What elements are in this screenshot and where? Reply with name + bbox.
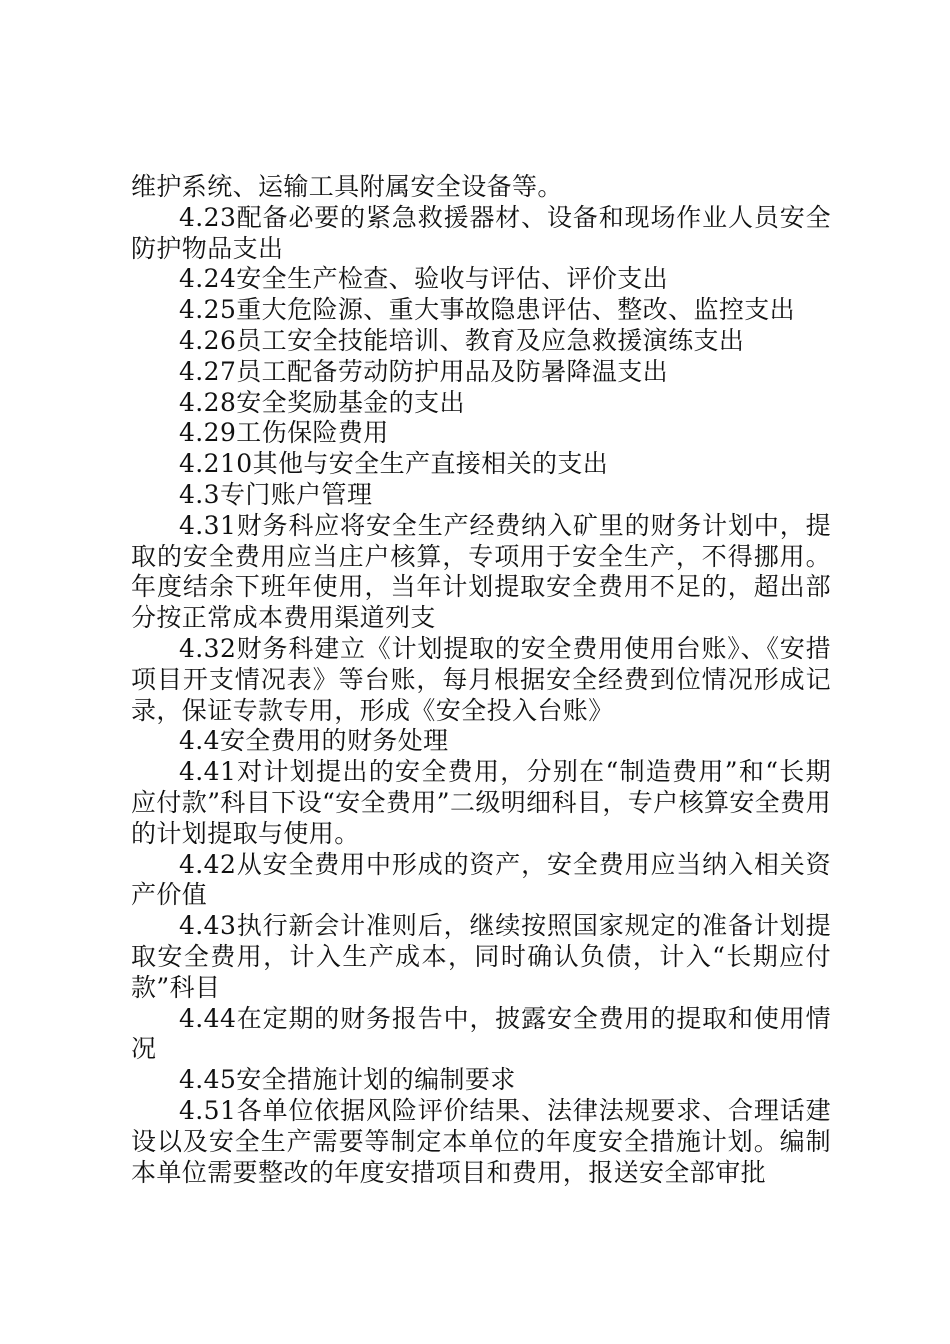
section-heading-4-4: 4.4安全费用的财务处理 [179,726,449,756]
paragraph-4-29: 4.29工伤保险费用 [179,418,389,448]
document-body [131,172,831,1188]
paragraph-4-41: 4.41对计划提出的安全费用，分别在“制造费用”和“长期应付款”科目下设“安全费用”二级明细科目，专户核算安全费用的计划提取与使用。 [131,757,831,848]
paragraph-4-28: 4.28安全奖励基金的支出 [179,387,465,417]
paragraph-4-42: 4.42从安全费用中形成的资产，安全费用应当纳入相关资产价值 [131,849,831,910]
paragraph-4-25: 4.25重大危险源、重大事故隐患评估、整改、监控支出 [179,295,796,325]
paragraph-4-27: 4.27员工配备劳动防护用品及防暑降温支出 [179,356,669,386]
paragraph-4-210: 4.210其他与安全生产直接相关的支出 [179,449,609,479]
paragraph-4-31: 4.31财务科应将安全生产经费纳入矿里的财务计划中，提取的安全费用应当庄户核算，专项用于安全生产，不得挪用。年度结余下班年使用，当年计划提取安全费用不足的，超出部分按正常成本费用渠道列支 [131,510,831,633]
section-heading-4-3: 4.3专门账户管理 [179,479,373,509]
paragraph-4-26: 4.26员工安全技能培训、教育及应急救援演练支出 [179,325,745,355]
paragraph-4-24: 4.24安全生产检查、验收与评估、评价支出 [179,264,669,294]
paragraph-4-43: 4.43执行新会计准则后，继续按照国家规定的准备计划提取安全费用，计入生产成本，同时确认负债，计入“长期应付款”科目 [131,911,831,1002]
paragraph-4-51: 4.51各单位依据风险评价结果、法律法规要求、合理话建设以及安全生产需要等制定本单位的年度安全措施计划。编制本单位需要整改的年度安措项目和费用，报送安全部审批 [131,1095,831,1187]
paragraph-continuation: 维护系统、运输工具附属安全设备等。 [131,172,563,201]
section-heading-4-45: 4.45安全措施计划的编制要求 [179,1065,516,1095]
paragraph-4-32: 4.32财务科建立《计划提取的安全费用使用台账》、《安措项目开支情况表》等台账，每月根据安全经费到位情况形成记录，保证专款专用，形成《安全投入台账》 [131,633,831,725]
paragraph-4-23: 4.23配备必要的紧急救援器材、设备和现场作业人员安全防护物品支出 [131,202,831,263]
paragraph-4-44: 4.44在定期的财务报告中，披露安全费用的提取和使用情况 [131,1003,831,1064]
